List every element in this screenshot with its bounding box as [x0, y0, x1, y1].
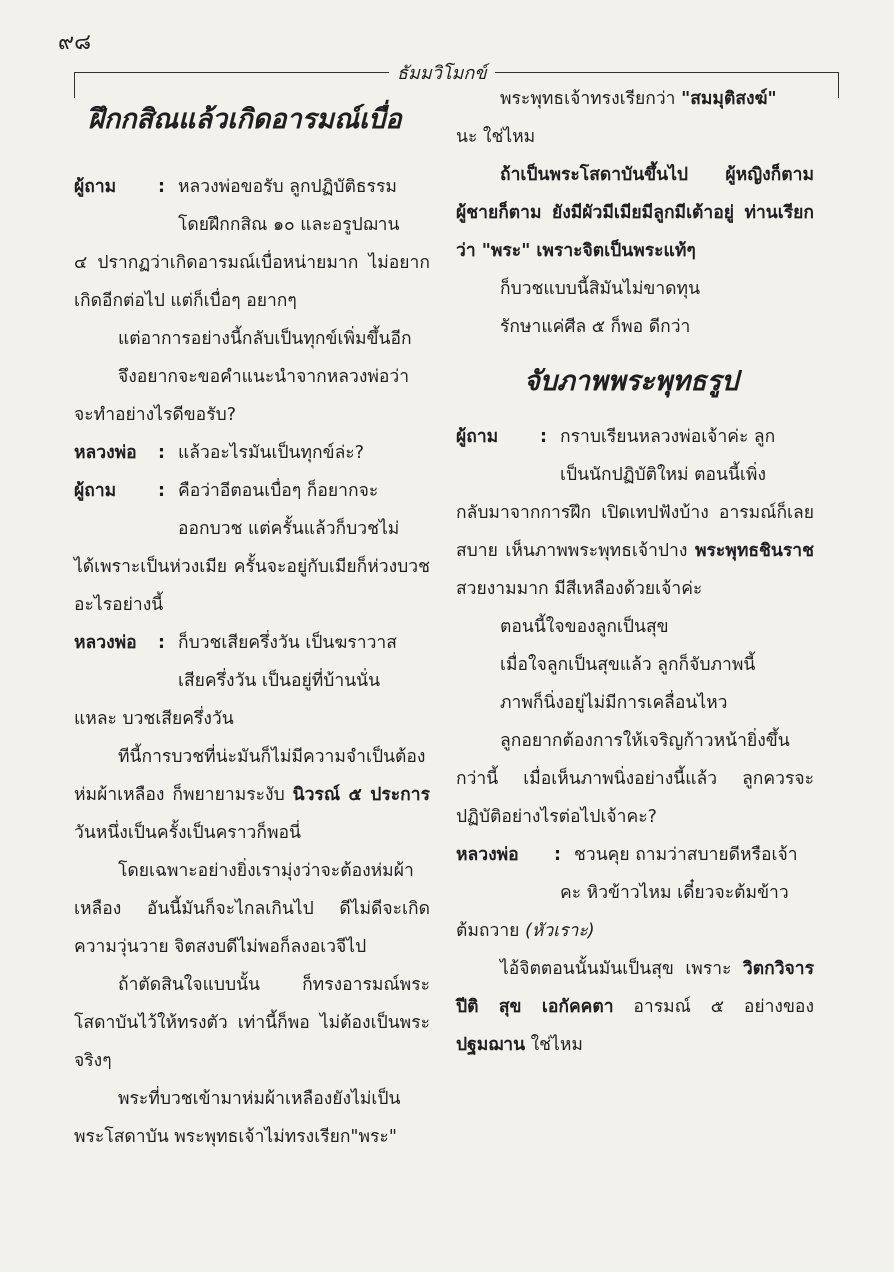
paragraph: ๔ ปรากฏว่าเกิดอารมณ์เบื่อหน่ายมาก ไม่อยากเกิดอีกต่อไป แต่ก็เบื่อๆ อยากๆ — [74, 253, 430, 311]
emphasis-text: "สมมุติสงฆ์" — [681, 89, 777, 109]
dialogue-line: เสียครึ่งวัน เป็นอยู่ที่บ้านนั่น — [178, 671, 381, 691]
page-number: ๙๘ — [58, 30, 92, 55]
paragraph: จะทำอย่างไรดีขอรับ? — [74, 405, 236, 425]
section-heading-right: จับภาพพระพุทธรูป — [524, 366, 739, 397]
paragraph: รักษาแค่ศีล ๕ ก็พอ ดีกว่า — [500, 317, 691, 337]
text-run: พระพุทธเจ้าทรงเรียกว่า — [500, 89, 682, 109]
right-column — [456, 80, 814, 1064]
dialogue-line: หลวงพ่อขอรับ ลูกปฏิบัติธรรม — [178, 177, 397, 197]
dialogue-line: ออกบวช แต่ครั้นแล้วก็บวชไม่ — [178, 519, 400, 539]
dialogue-line: โดยฝึกกสิณ ๑๐ และอรูปฌาน — [178, 215, 400, 235]
dialogue-line: แล้วอะไรมันเป็นทุกข์ล่ะ? — [178, 443, 364, 463]
paragraph: พระที่บวชเข้ามาห่มผ้าเหลืองยังไม่เป็นพระโสดาบัน พระพุทธเจ้าไม่ทรงเรียก"พระ" — [74, 1089, 401, 1147]
paragraph: ลูกอยากต้องการให้เจริญก้าวหน้ายิ่งขึ้นกว่านี้ เมื่อเห็นภาพนิ่งอย่างนี้แล้ว ลูกควรจะปฏิบัติอย่างไรต่อไปเจ้าคะ? — [456, 731, 814, 827]
paragraph: ภาพก็นิ่งอยู่ไม่มีการเคลื่อนไหว — [500, 693, 728, 713]
speaker-label: หลวงพ่อ — [74, 443, 137, 463]
dialogue-line: ก็บวชเสียครึ่งวัน เป็นฆราวาส — [178, 633, 397, 653]
paragraph — [456, 494, 814, 608]
text-run: วันหนึ่งเป็นครั้งเป็นคราวก็พอนี่ — [74, 823, 301, 843]
speaker-label: ผู้ถาม — [456, 427, 499, 447]
left-column — [74, 80, 430, 1156]
paragraph: ตอนนี้ใจของลูกเป็นสุข — [500, 617, 669, 637]
paragraph — [456, 912, 814, 950]
paragraph — [456, 950, 814, 1064]
dialogue-q3 — [456, 418, 814, 456]
paragraph: โดยเฉพาะอย่างยิ่งเรามุ่งว่าจะต้องห่มผ้าเหลือง อันนี้มันก็จะไกลเกินไป ดีไม่ดีจะเกิดความวุ่นวาย จิตสงบดีไม่พอก็ลงอเวจีไป — [74, 861, 430, 957]
dialogue-line: คือว่าอีตอนเบื่อๆ ก็อยากจะ — [178, 481, 379, 501]
paragraph — [456, 80, 814, 118]
dialogue-line: ชวนคุย ถามว่าสบายดีหรือเจ้า — [574, 845, 798, 865]
speaker-colon: : — [540, 427, 547, 447]
dialogue-a1 — [74, 434, 430, 472]
speaker-colon: : — [158, 177, 165, 197]
paragraph: ถ้าตัดสินใจแบบนั้น ก็ทรงอารมณ์พระโสดาบันไว้ให้ทรงตัว เท่านี้ก็พอ ไม่ต้องเป็นพระจริงๆ — [74, 975, 430, 1071]
speaker-colon: : — [158, 443, 165, 463]
speaker-label: ผู้ถาม — [74, 177, 117, 197]
dialogue-q1 — [74, 168, 430, 206]
text-run: สวยงามมาก มีสีเหลืองด้วยเจ้าค่ะ — [456, 579, 703, 599]
text-run: ต้มถวาย — [456, 921, 525, 941]
text-run: อารมณ์ ๕ อย่างของ — [613, 997, 814, 1017]
emphasis-text: นิวรณ์ ๕ ประการ — [292, 785, 430, 805]
emphasis-text: วิตกวิจาร ปีติ สุข เอกัคคตา — [456, 959, 814, 1017]
dialogue-line: กราบเรียนหลวงพ่อเจ้าค่ะ ลูก — [560, 427, 776, 447]
text-run: ไอ้จิตตอนนั้นมันเป็นสุข เพราะ — [500, 959, 743, 979]
running-header: ธัมมวิโมกข์ — [389, 58, 495, 87]
dialogue-q2 — [74, 472, 430, 510]
speaker-label: หลวงพ่อ — [456, 845, 519, 865]
dialogue-a3 — [456, 836, 814, 874]
paragraph: แหละ บวชเสียครึ่งวัน — [74, 709, 234, 729]
section-heading-left: ฝึกกสิณแล้วเกิดอารมณ์เบื่อ — [88, 104, 402, 135]
paragraph: เมื่อใจลูกเป็นสุขแล้ว ลูกก็จับภาพนี้ — [500, 655, 756, 675]
speaker-colon: : — [554, 845, 561, 865]
emphasis-text: พระพุทธชินราช — [694, 541, 814, 561]
frame-right-edge — [838, 72, 839, 98]
dialogue-line: คะ หิวข้าวไหม เดี๋ยวจะต้มข้าว — [560, 883, 789, 903]
paragraph: ได้เพราะเป็นห่วงเมีย ครั้นจะอยู่กับเมียก็ห่วงบวชอะไรอย่างนี้ — [74, 557, 430, 615]
text-run: ทีนี้การบวชที่น่ะมันก็ไม่มีความจำเป็นต้องห่มผ้าเหลือง ก็พยายามระงับ — [74, 747, 426, 805]
dialogue-a2 — [74, 624, 430, 662]
dialogue-line: เป็นนักปฏิบัติใหม่ ตอนนี้เพิ่ง — [560, 465, 766, 485]
paragraph-bold: ถ้าเป็นพระโสดาบันขึ้นไป ผู้หญิงก็ตาม ผู้ชายก็ตาม ยังมีผัวมีเมียมีลูกมีเต้าอยู่ ท่านเรียกว่า "พระ" เพราะจิตเป็นพระแท้ๆ — [456, 165, 814, 261]
text-run: กลับมาจากการฝึก เปิดเทปฟังบ้าง อารมณ์ก็เลยสบาย เห็นภาพพระพุทธเจ้าปาง — [456, 503, 814, 561]
text-run: ใช่ไหม — [525, 1035, 583, 1055]
paragraph: แต่อาการอย่างนี้กลับเป็นทุกข์เพิ่มขึ้นอีก — [118, 329, 412, 349]
emphasis-text: ปฐมฌาน — [456, 1035, 526, 1055]
speaker-colon: : — [158, 633, 165, 653]
paragraph: จึงอยากจะขอคำแนะนำจากหลวงพ่อว่า — [118, 367, 410, 387]
paragraph: นะ ใช่ไหม — [456, 127, 536, 147]
paragraph: ก็บวชแบบนี้สิมันไม่ขาดทุน — [500, 279, 701, 299]
italic-note: (หัวเราะ) — [524, 921, 595, 941]
speaker-colon: : — [158, 481, 165, 501]
speaker-label: หลวงพ่อ — [74, 633, 137, 653]
speaker-label: ผู้ถาม — [74, 481, 117, 501]
paragraph — [74, 738, 430, 852]
